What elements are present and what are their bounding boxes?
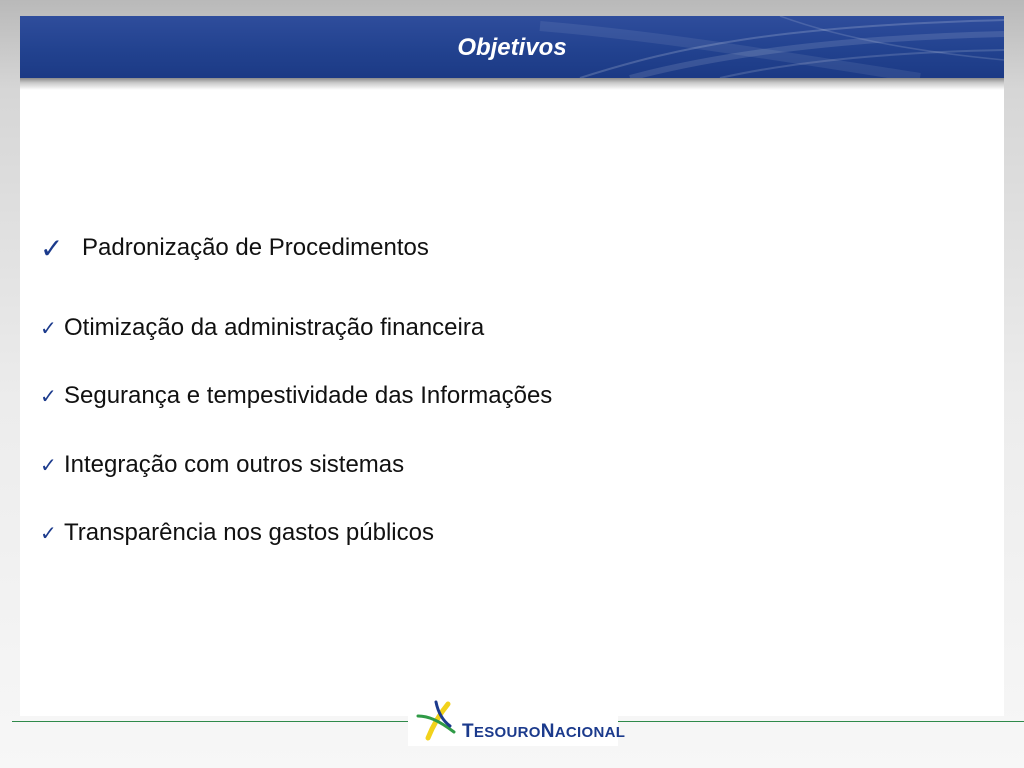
list-item xyxy=(40,316,484,340)
list-item xyxy=(40,453,404,477)
footer-divider-right xyxy=(618,721,1024,722)
list-item xyxy=(40,521,434,545)
list-item xyxy=(40,231,429,265)
tesouro-nacional-logo xyxy=(408,694,626,746)
logo-wordmark: TESOURONACIONAL xyxy=(462,721,626,742)
bullet-label: Integração com outros sistemas xyxy=(64,451,405,478)
list-item xyxy=(40,384,552,408)
bullet-label: Padronização de Procedimentos xyxy=(82,234,429,261)
check-icon: ✓ xyxy=(40,231,64,265)
check-icon: ✓ xyxy=(40,453,57,477)
bullet-label: Segurança e tempestividade das Informações xyxy=(64,382,553,409)
check-icon: ✓ xyxy=(40,316,57,340)
slide-title: Objetivos xyxy=(457,34,567,61)
footer-divider-left xyxy=(12,721,408,722)
title-banner xyxy=(20,16,1004,78)
bullet-label: Otimização da administração financeira xyxy=(64,314,485,341)
check-icon: ✓ xyxy=(40,384,57,408)
check-icon: ✓ xyxy=(40,521,57,545)
bullet-label: Transparência nos gastos públicos xyxy=(64,519,434,546)
banner-shadow xyxy=(20,78,1004,90)
slide xyxy=(20,16,1004,716)
logo-mark-icon xyxy=(414,698,460,744)
